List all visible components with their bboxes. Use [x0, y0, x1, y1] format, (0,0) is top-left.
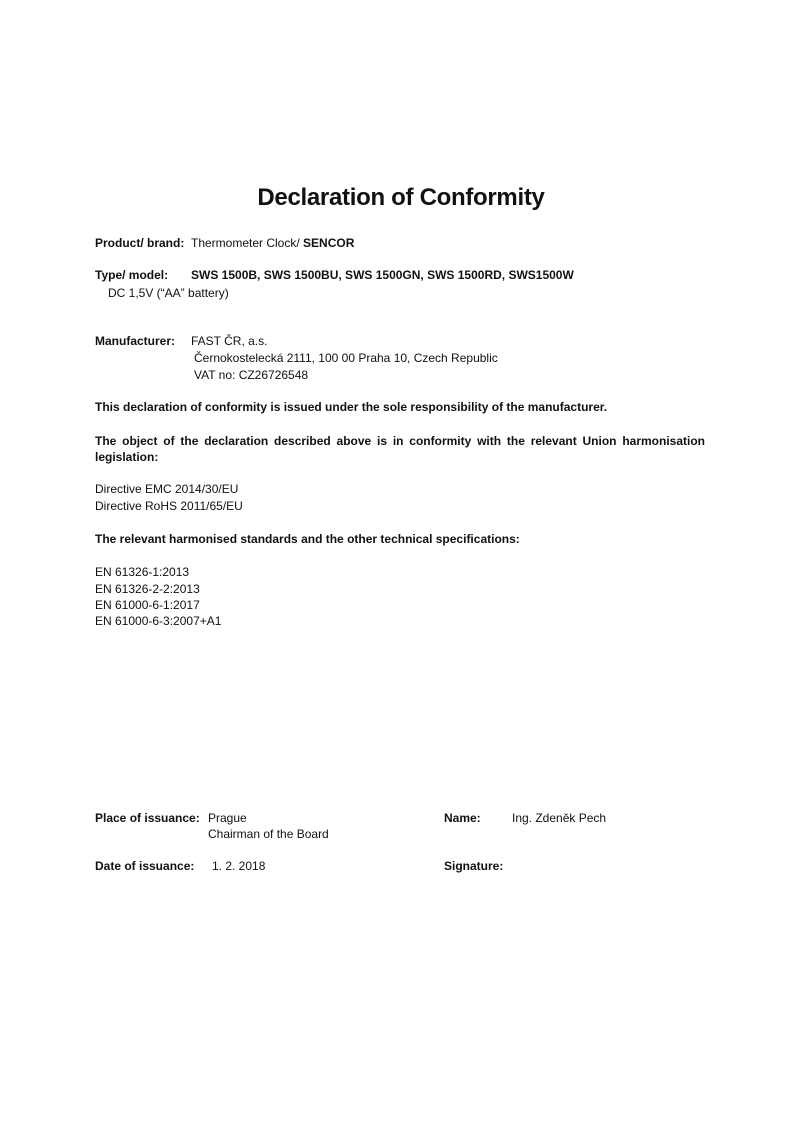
place-of-issuance-value: Prague [208, 811, 247, 825]
product-brand: SENCOR [303, 236, 355, 250]
name-value: Ing. Zdeněk Pech [512, 811, 607, 825]
date-of-issuance-value: 1. 2. 2018 [212, 859, 266, 873]
type-model-label: Type/ model: [95, 268, 169, 282]
standard-item: EN 61326-1:2013 [95, 565, 190, 579]
standard-item: EN 61000-6-3:2007+A1 [95, 614, 222, 628]
signature-label: Signature: [444, 859, 504, 873]
type-model-value: SWS 1500B, SWS 1500BU, SWS 1500GN, SWS 1500RD, SWS1500W [191, 268, 574, 282]
name-label: Name: [444, 811, 481, 825]
manufacturer-vat: VAT no: CZ26726548 [194, 368, 309, 382]
standard-item: EN 61000-6-1:2017 [95, 598, 200, 612]
product-name: Thermometer Clock/ [191, 236, 300, 250]
document-title: Declaration of Conformity [257, 184, 545, 211]
place-of-issuance-label: Place of issuance: [95, 811, 200, 825]
manufacturer-name: FAST ČR, a.s. [191, 334, 268, 348]
product-label: Product/ brand: [95, 236, 185, 250]
directive-item: Directive EMC 2014/30/EU [95, 482, 239, 496]
manufacturer-address: Černokostelecká 2111, 100 00 Praha 10, Czech Republic [194, 351, 498, 365]
standards-heading: The relevant harmonised standards and the other technical specifications: [95, 532, 520, 546]
date-of-issuance-label: Date of issuance: [95, 859, 195, 873]
manufacturer-label: Manufacturer: [95, 334, 176, 348]
power-spec: DC 1,5V (“AA” battery) [108, 286, 229, 300]
responsibility-statement: This declaration of conformity is issued under the sole responsibility of the manufacturer. [95, 400, 608, 414]
signatory-position: Chairman of the Board [208, 827, 329, 841]
product-value [191, 235, 354, 251]
conformity-statement: The object of the declaration described above is in conformity with the relevant Union harmonisation legislation: [95, 434, 705, 464]
standard-item: EN 61326-2-2:2013 [95, 582, 200, 596]
directive-item: Directive RoHS 2011/65/EU [95, 499, 243, 513]
